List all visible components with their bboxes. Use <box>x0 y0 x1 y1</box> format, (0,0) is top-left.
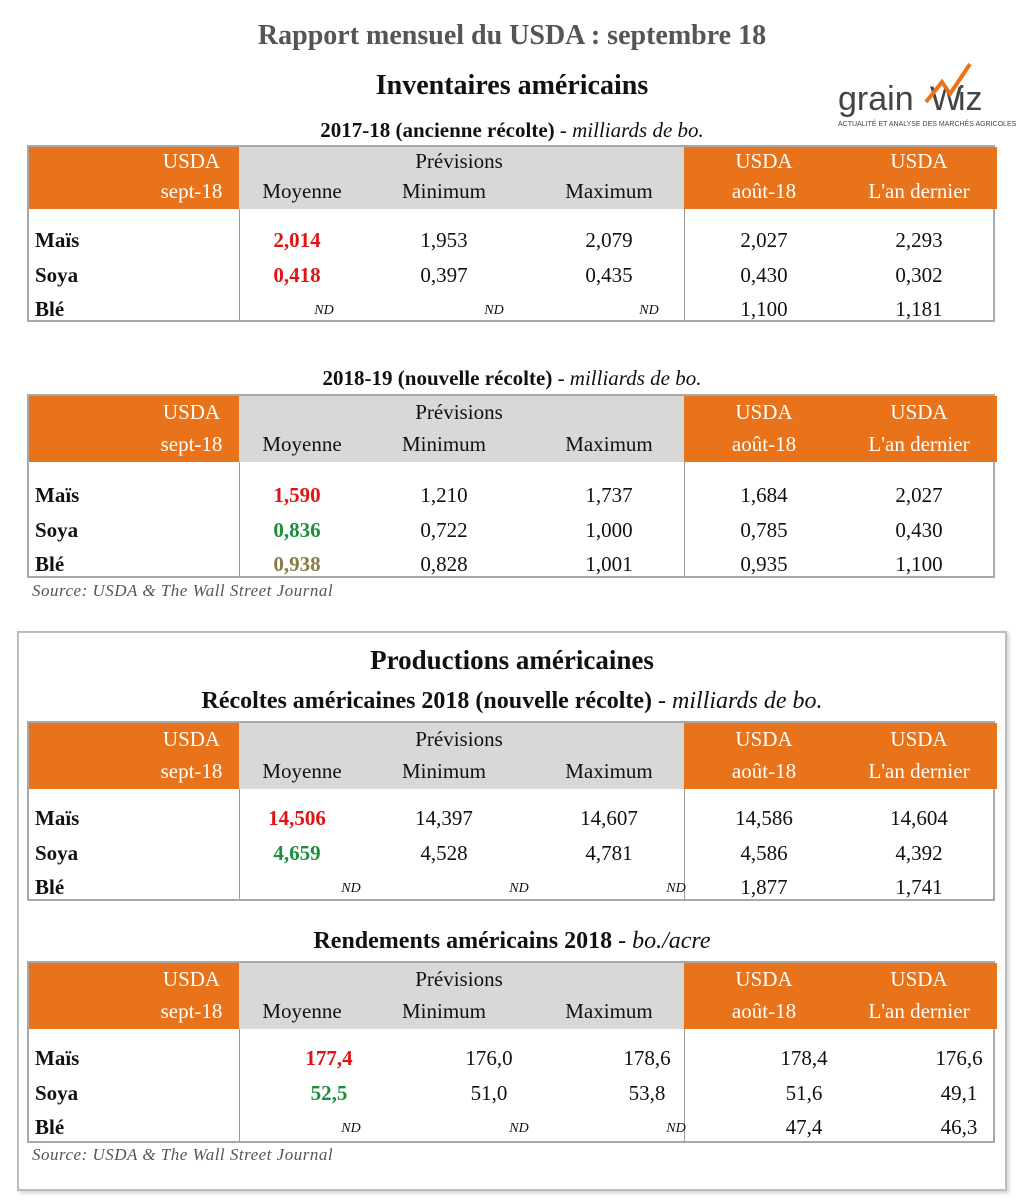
cell-moyenne: 176,0 <box>465 1046 513 1070</box>
table-title-text: Récoltes américaines 2018 (nouvelle récolte) <box>201 688 653 714</box>
table-title-text: Rendements américains 2018 <box>313 928 613 954</box>
row-label-soya: Soya <box>35 263 79 287</box>
cell-aout: 0,785 <box>740 518 788 542</box>
cell-sept: 177,4 <box>305 1046 353 1070</box>
table-rows-recoltes <box>29 800 993 900</box>
row-label-ble: Blé <box>35 297 65 321</box>
row-label-soya: Soya <box>35 518 79 542</box>
table-row <box>29 835 993 870</box>
table-header <box>29 963 993 1029</box>
cell-maximum: 14,607 <box>580 806 638 830</box>
cell-an-dernier: 46,3 <box>940 1115 978 1139</box>
table-row <box>29 477 993 512</box>
table-row <box>29 800 993 835</box>
cell-maximum: 1,001 <box>585 552 633 576</box>
cell-an-dernier: 4,392 <box>895 841 943 865</box>
cell-an-dernier: 1,100 <box>895 552 943 576</box>
header-previsions: Prévisions <box>415 400 503 424</box>
table-rows-2018-19 <box>29 477 993 577</box>
cell-moyenne: 51,0 <box>470 1081 508 1105</box>
header-usda: USDA <box>735 727 793 751</box>
table-unit: - bo./acre <box>618 928 711 954</box>
cell-moyenne: ND <box>484 303 504 318</box>
svg-text:iz: iz <box>958 80 983 118</box>
section-title-inventaires: Inventaires américains <box>375 70 649 101</box>
cell-aout: 1,100 <box>740 297 788 321</box>
cell-an-dernier: 1,181 <box>895 297 943 321</box>
row-label-mais: Maïs <box>35 806 80 830</box>
cell-an-dernier: 14,604 <box>890 806 948 830</box>
table-row <box>29 291 993 326</box>
table-title-text: 2017-18 (ancienne récolte) <box>320 118 555 142</box>
table-row <box>29 1109 993 1144</box>
cell-maximum: 178,6 <box>623 1046 671 1070</box>
table-row <box>29 1075 993 1110</box>
cell-sept: ND <box>341 881 361 896</box>
table-header <box>29 723 993 789</box>
row-label-ble: Blé <box>35 552 65 576</box>
header-usda: USDA <box>735 967 793 991</box>
cell-aout: 4,586 <box>740 841 788 865</box>
header-usda: USDA <box>890 149 948 173</box>
cell-moyenne: 14,397 <box>415 806 473 830</box>
table-unit: - milliards de bo. <box>658 688 823 714</box>
cell-maximum: 4,781 <box>585 841 633 865</box>
header-aout: août-18 <box>731 759 797 783</box>
cell-maximum: 1,737 <box>585 483 633 507</box>
header-previsions: Prévisions <box>415 967 503 991</box>
header-sept: sept-18 <box>160 759 223 783</box>
cell-an-dernier: 0,302 <box>895 263 943 287</box>
header-moyenne: Moyenne <box>262 999 342 1023</box>
cell-aout: 1,684 <box>740 483 788 507</box>
header-an-dernier: L'an dernier <box>868 432 970 456</box>
table-title-2017-18 <box>0 118 1024 143</box>
cell-aout: 2,027 <box>740 228 788 252</box>
header-sept: sept-18 <box>160 179 223 203</box>
cell-sept: 2,014 <box>273 228 321 252</box>
cell-an-dernier: 49,1 <box>940 1081 978 1105</box>
cell-sept: 1,590 <box>273 483 321 507</box>
cell-aout: 0,935 <box>740 552 788 576</box>
header-aout: août-18 <box>731 179 797 203</box>
cell-moyenne: ND <box>509 1121 529 1136</box>
row-label-ble: Blé <box>35 875 65 899</box>
table-unit: - milliards de bo. <box>557 366 702 390</box>
row-label-mais: Maïs <box>35 228 80 252</box>
header-sept: sept-18 <box>160 999 223 1023</box>
cell-maximum: ND <box>639 303 659 318</box>
table-title-2018-19 <box>0 366 1024 391</box>
source-note: Source: USDA & The Wall Street Journal <box>32 581 334 600</box>
header-usda: USDA <box>162 727 221 751</box>
cell-an-dernier: 1,741 <box>895 875 943 899</box>
cell-sept: 14,506 <box>268 806 326 830</box>
cell-moyenne: 0,722 <box>420 518 468 542</box>
cell-moyenne: 1,210 <box>420 483 468 507</box>
table-row <box>29 512 993 547</box>
cell-an-dernier: 2,293 <box>895 228 943 252</box>
row-label-mais: Maïs <box>35 1046 80 1070</box>
header-usda: USDA <box>735 149 793 173</box>
header-usda: USDA <box>890 967 948 991</box>
header-moyenne: Moyenne <box>262 179 342 203</box>
cell-an-dernier: 0,430 <box>895 518 943 542</box>
table-rows-2017-18 <box>29 222 993 322</box>
header-moyenne: Moyenne <box>262 759 342 783</box>
table-row <box>29 869 993 904</box>
cell-sept: 52,5 <box>310 1081 348 1105</box>
cell-sept: 0,938 <box>273 552 321 576</box>
cell-aout: 1,877 <box>740 875 788 899</box>
header-an-dernier: L'an dernier <box>868 999 970 1023</box>
table-title-rendements <box>0 928 1024 955</box>
header-usda: USDA <box>162 967 221 991</box>
table-row <box>29 257 993 292</box>
svg-text:ACTUALITÉ ET ANALYSE DES MARCH: ACTUALITÉ ET ANALYSE DES MARCHÉS AGRICOLES <box>838 121 1017 128</box>
table-unit: - milliards de bo. <box>559 118 704 142</box>
cell-sept: 4,659 <box>273 841 321 865</box>
row-label-soya: Soya <box>35 841 79 865</box>
cell-aout: 178,4 <box>780 1046 828 1070</box>
header-usda: USDA <box>162 400 221 424</box>
header-moyenne: Moyenne <box>262 432 342 456</box>
svg-text:W: W <box>930 80 963 118</box>
cell-maximum: 53,8 <box>628 1081 666 1105</box>
header-minimum: Minimum <box>401 759 486 783</box>
header-sept: sept-18 <box>160 432 223 456</box>
cell-moyenne: ND <box>509 881 529 896</box>
cell-aout: 0,430 <box>740 263 788 287</box>
page-title: Rapport mensuel du USDA : septembre 18 <box>257 20 767 51</box>
cell-maximum: 0,435 <box>585 263 633 287</box>
header-maximum: Maximum <box>565 179 653 203</box>
table-rows-rendements <box>29 1040 993 1140</box>
table-row <box>29 1040 993 1075</box>
header-an-dernier: L'an dernier <box>868 759 970 783</box>
cell-moyenne: 0,397 <box>420 263 468 287</box>
svg-text:grain: grain <box>838 80 914 118</box>
cell-maximum: 1,000 <box>585 518 633 542</box>
header-maximum: Maximum <box>565 999 653 1023</box>
header-minimum: Minimum <box>401 999 486 1023</box>
header-aout: août-18 <box>731 432 797 456</box>
header-aout: août-18 <box>731 999 797 1023</box>
header-an-dernier: L'an dernier <box>868 179 970 203</box>
header-previsions: Prévisions <box>415 149 503 173</box>
table-header <box>29 396 993 462</box>
header-usda: USDA <box>735 400 793 424</box>
header-maximum: Maximum <box>565 432 653 456</box>
cell-moyenne: 0,828 <box>420 552 468 576</box>
cell-aout: 51,6 <box>785 1081 823 1105</box>
row-label-soya: Soya <box>35 1081 79 1105</box>
cell-maximum: ND <box>666 1121 686 1136</box>
table-title-text: 2018-19 (nouvelle récolte) <box>322 366 553 390</box>
table-row <box>29 222 993 257</box>
cell-sept: 0,418 <box>273 263 321 287</box>
table-row <box>29 546 993 581</box>
row-label-mais: Maïs <box>35 483 80 507</box>
source-note: Source: USDA & The Wall Street Journal <box>32 1145 334 1164</box>
header-maximum: Maximum <box>565 759 653 783</box>
cell-maximum: 2,079 <box>585 228 633 252</box>
cell-an-dernier: 176,6 <box>935 1046 983 1070</box>
table-title-recoltes <box>0 688 1024 715</box>
header-minimum: Minimum <box>401 179 486 203</box>
header-previsions: Prévisions <box>415 727 503 751</box>
table-header <box>29 147 993 209</box>
cell-sept: ND <box>341 1121 361 1136</box>
row-label-ble: Blé <box>35 1115 65 1139</box>
header-minimum: Minimum <box>401 432 486 456</box>
cell-maximum: ND <box>666 881 686 896</box>
cell-sept: ND <box>314 303 334 318</box>
header-usda: USDA <box>162 149 221 173</box>
cell-aout: 14,586 <box>735 806 793 830</box>
cell-an-dernier: 2,027 <box>895 483 943 507</box>
cell-moyenne: 1,953 <box>420 228 468 252</box>
cell-sept: 0,836 <box>273 518 321 542</box>
cell-aout: 47,4 <box>785 1115 823 1139</box>
section-title-productions: Productions américaines <box>370 645 654 675</box>
header-usda: USDA <box>890 400 948 424</box>
header-usda: USDA <box>890 727 948 751</box>
cell-moyenne: 4,528 <box>420 841 468 865</box>
